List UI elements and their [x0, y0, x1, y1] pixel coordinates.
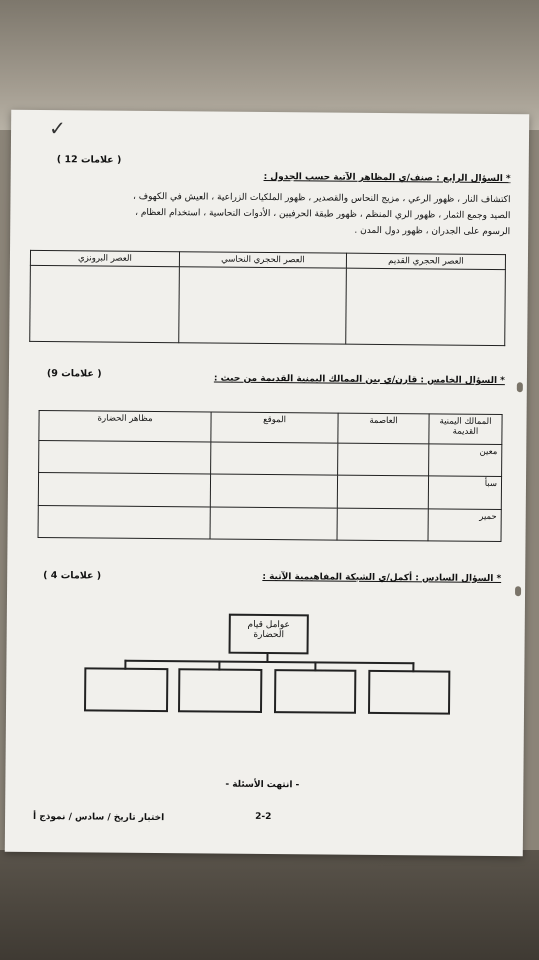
concept-root-line: الحضارة: [253, 629, 285, 641]
concept-root-line: عوامل قيام: [247, 619, 290, 631]
q5-answer-cell[interactable]: [211, 442, 338, 475]
q5-answer-cell[interactable]: [38, 505, 210, 539]
q5-row-himyar: [38, 505, 501, 541]
q5-answer-cell[interactable]: [210, 474, 337, 507]
q4-col-bronze: العصر البرونزي: [30, 250, 179, 266]
q4-items: [20, 188, 510, 240]
q4-answer-cell[interactable]: [346, 268, 506, 345]
q5-heading: * السؤال الخامس : قارن/ي بين الممالك اليمنية القديمة من حيث :: [213, 373, 505, 387]
q5-answer-cell[interactable]: [338, 443, 429, 476]
concept-root-box: [229, 614, 309, 655]
q5-answer-cell[interactable]: [337, 475, 428, 508]
q5-col-capital: العاصمة: [338, 413, 429, 444]
q4-col-paleolithic: العصر الحجري القديم: [346, 253, 505, 269]
q4-answer-cell[interactable]: [179, 267, 347, 344]
concept-answer-box[interactable]: [274, 669, 356, 714]
q5-table: [38, 410, 503, 542]
concept-answer-box[interactable]: [368, 670, 450, 715]
q5-col-kingdoms: الممالك اليمنية القديمة: [429, 414, 502, 445]
concept-answer-box[interactable]: [84, 667, 168, 712]
q5-row-label: معين: [429, 444, 502, 477]
q5-col-location: الموقع: [211, 412, 338, 443]
q5-row-main: [39, 441, 502, 477]
q5-answer-cell[interactable]: [337, 508, 428, 541]
q5-answer-cell[interactable]: [39, 441, 211, 475]
q4-heading: * السؤال الرابع : صنف/ي المظاهر الآتية حسب الجدول :: [263, 171, 511, 185]
q5-answer-cell[interactable]: [38, 473, 210, 507]
q5-row-label: حمير: [428, 509, 501, 542]
concept-answer-box[interactable]: [178, 668, 262, 713]
q4-answer-cell[interactable]: [30, 265, 180, 342]
q4-items-line: الرسوم على الجدران ، ظهور دول المدن .: [354, 225, 511, 238]
end-of-questions: - انتهت الأسئلة -: [225, 779, 300, 791]
exam-info: اختبار تاريخ / سادس / نموذج أ: [33, 811, 165, 824]
q5-answer-cell[interactable]: [210, 507, 337, 540]
q6-marks: ( 4 علامات ): [43, 570, 102, 582]
connector-line: [124, 660, 414, 665]
punch-hole: [517, 382, 523, 392]
q5-header-row: [39, 411, 502, 445]
exam-paper: [5, 110, 529, 856]
q5-row-label: سبأ: [428, 476, 501, 509]
q4-table: [29, 250, 506, 346]
q4-answer-row: [30, 265, 506, 345]
q5-row-saba: [38, 473, 501, 509]
q4-marks: ( 12 علامات ): [56, 154, 122, 166]
page-number: 2-2: [255, 811, 272, 823]
background-bottom: [0, 850, 539, 960]
check-mark-icon: ✓: [48, 116, 66, 141]
q4-items-line: الصيد وجمع الثمار ، ظهور الري المنظم ، ظهور طبقة الحرفيين ، الأدوات النحاسية ، استخدام العظام ،: [135, 207, 511, 222]
q5-col-civilization: مظاهر الحضارة: [39, 411, 211, 442]
q4-items-line: اكتشاف النار ، ظهور الرعي ، مزيج النحاس والقصدير ، ظهور الملكيات الزراعية ، العيش في الكهوف ،: [132, 191, 511, 206]
q4-col-chalcolithic: العصر الحجري النحاسي: [179, 252, 346, 268]
q5-marks: (9 علامات ): [46, 368, 102, 380]
punch-hole: [515, 586, 521, 596]
q6-heading: * السؤال السادس : أكمل/ي الشبكة المفاهيمية الآتية :: [262, 571, 502, 585]
